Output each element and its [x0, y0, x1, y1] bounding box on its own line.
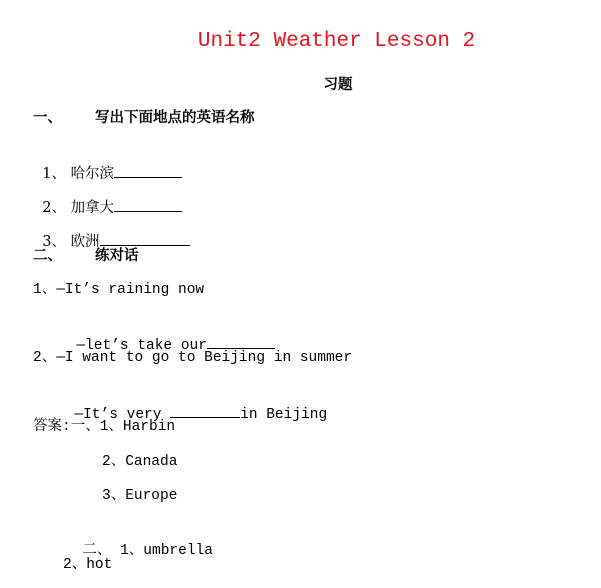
dialogue-2-line-1: 2、—I want to go to Beijing in summer	[33, 350, 353, 366]
item-text: 欧洲	[70, 234, 100, 250]
item-number: 1、	[42, 166, 66, 182]
answer-blank	[170, 403, 240, 418]
item-number: 2、	[42, 200, 66, 216]
answer-blank	[207, 334, 275, 349]
section2-number: 二、	[33, 248, 62, 264]
page-subtitle: 习题	[323, 77, 353, 93]
item-text: 哈尔滨	[70, 166, 115, 182]
dialogue-text: —It’s very	[74, 407, 171, 423]
answer-blank	[100, 231, 190, 246]
answer-blank	[114, 197, 182, 212]
answers-line-1: 答案:一、1、Harbin	[33, 419, 176, 435]
item-number: 3、	[42, 234, 66, 250]
section2-heading: 练对话	[95, 248, 139, 264]
answers-line-3: 3、Europe	[102, 488, 178, 504]
answers-line-2: 2、Canada	[102, 454, 178, 470]
dialogue-text: in Beijing	[240, 407, 328, 423]
answers-line-5: 2、hot	[63, 557, 113, 573]
answers-section-number: 二、	[82, 543, 112, 559]
dialogue-text: —let’s take our	[76, 338, 207, 354]
section1-number: 一、	[33, 110, 62, 126]
answer-text: 1、umbrella	[120, 543, 213, 559]
section1-heading: 写出下面地点的英语名称	[95, 110, 255, 126]
answer-blank	[114, 163, 182, 178]
dialogue-1-line-1: 1、—It’s raining now	[33, 282, 205, 298]
item-text: 加拿大	[70, 200, 115, 216]
page-title: Unit2 Weather Lesson 2	[197, 30, 476, 53]
